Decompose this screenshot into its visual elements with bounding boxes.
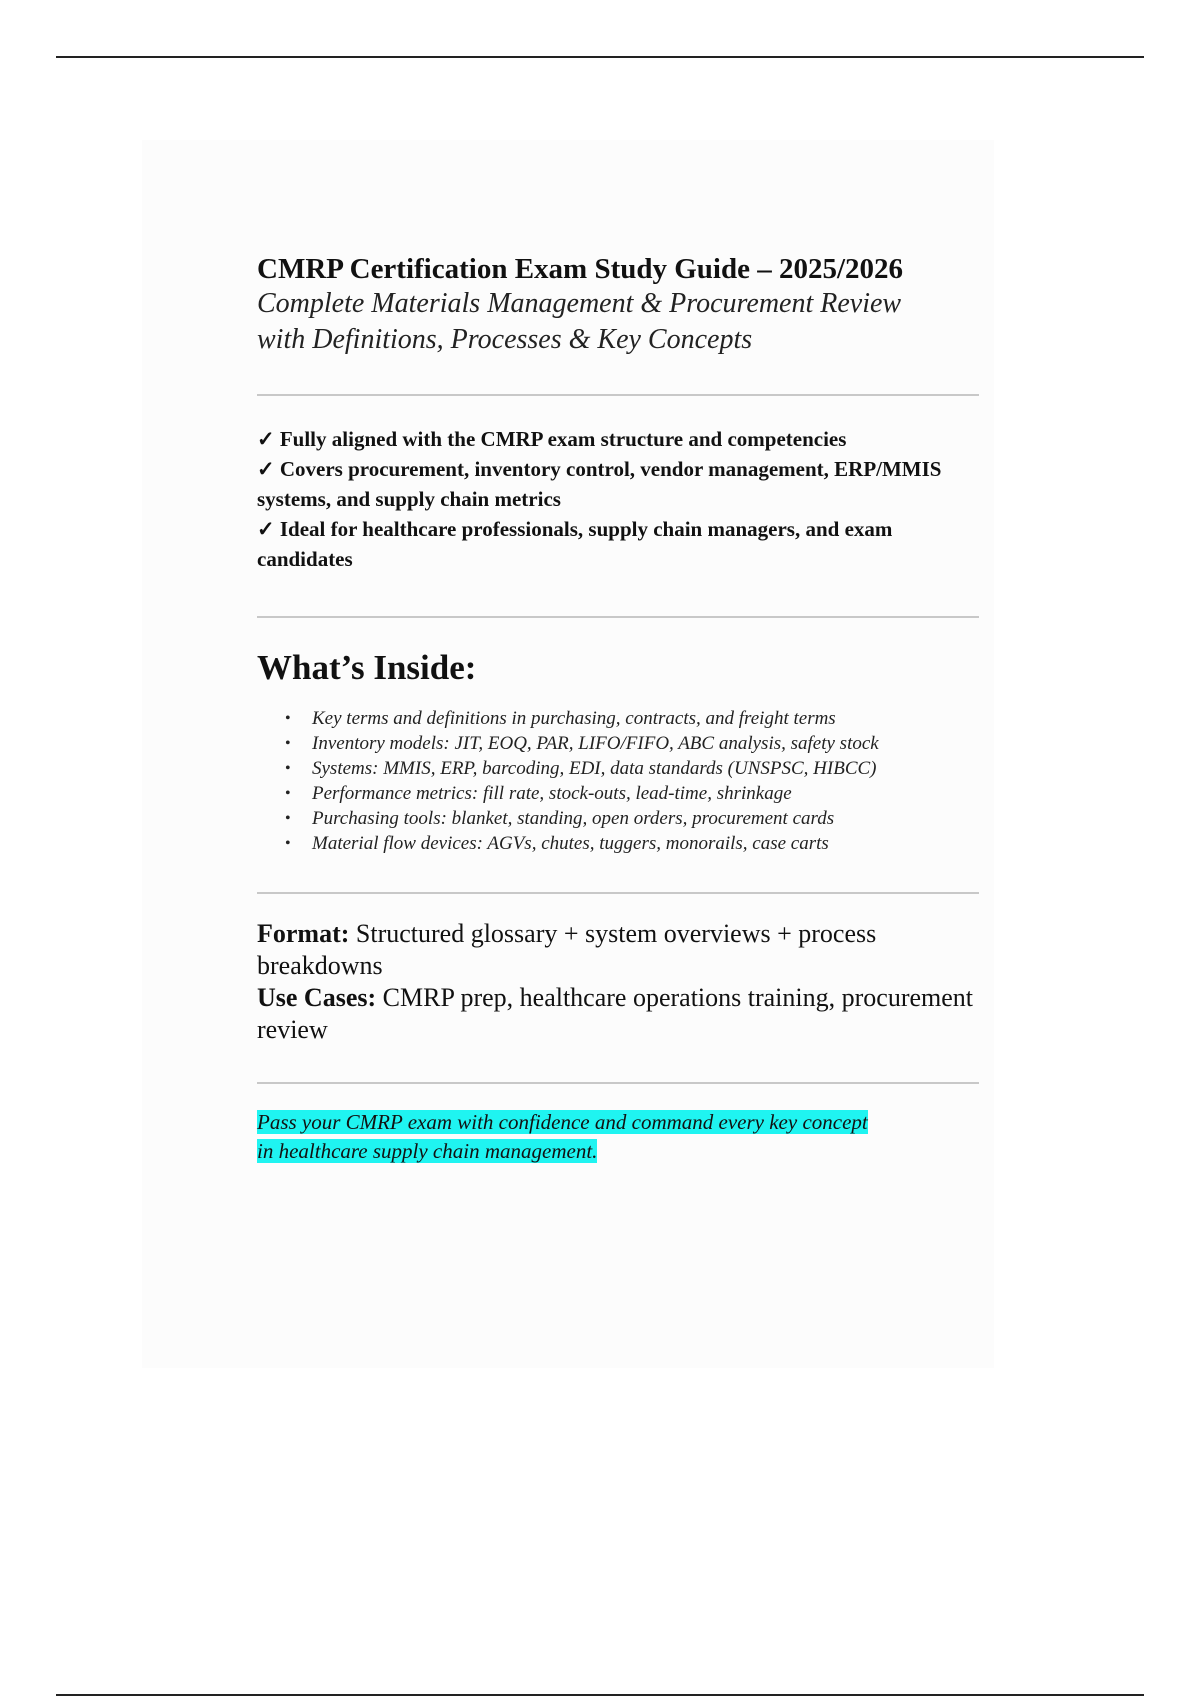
section-divider [257,394,979,396]
document-subtitle-line-2: with Definitions, Processes & Key Concepts [257,324,753,355]
closing-statement [257,1108,979,1166]
bullet-icon: • [285,810,291,827]
use-cases-line [257,982,979,1046]
format-label: Format: [257,919,350,948]
bullet-icon: • [285,835,291,852]
highlighted-text-line-2: in healthcare supply chain management. [257,1139,598,1163]
document-title: CMRP Certification Exam Study Guide – 2025/2026 [257,253,904,285]
list-item-text: Inventory models: JIT, EOQ, PAR, LIFO/FIFO, ABC analysis, safety stock [312,733,879,754]
bullet-icon: • [285,760,291,777]
whats-inside-list [257,706,979,856]
list-item [257,781,979,806]
list-item [257,806,979,831]
document-content [257,252,979,1166]
checklist-item: ✓ Covers procurement, inventory control, vendor management, ERP/MMIS systems, and supply chain metrics [257,457,942,511]
list-item-text: Material flow devices: AGVs, chutes, tuggers, monorails, case carts [312,833,829,854]
whats-inside-heading: What’s Inside: [257,648,477,687]
list-item [257,756,979,781]
list-item [257,831,979,856]
list-item [257,731,979,756]
list-item-text: Performance metrics: fill rate, stock-outs, lead-time, shrinkage [312,783,792,804]
bullet-icon: • [285,785,291,802]
list-item-text: Purchasing tools: blanket, standing, open orders, procurement cards [312,808,835,829]
list-item-text: Systems: MMIS, ERP, barcoding, EDI, data standards (UNSPSC, HIBCC) [312,758,877,779]
use-cases-label: Use Cases: [257,983,377,1012]
format-line [257,918,979,982]
section-divider [257,892,979,894]
page-top-rule [56,56,1144,58]
checklist-item: ✓ Fully aligned with the CMRP exam structure and competencies [257,427,847,451]
section-divider [257,1082,979,1084]
document-subtitle-line-1: Complete Materials Management & Procurement Review [257,288,902,319]
feature-checklist [257,424,979,574]
highlighted-text-line-1: Pass your CMRP exam with confidence and command every key concept [257,1110,868,1134]
list-item-text: Key terms and definitions in purchasing, contracts, and freight terms [312,708,836,729]
use-cases-text: CMRP prep, healthcare operations training, procurement review [257,983,974,1044]
list-item [257,706,979,731]
format-text: Structured glossary + system overviews + process breakdowns [257,919,877,980]
page-bottom-rule [56,1694,1144,1696]
section-divider [257,616,979,618]
bullet-icon: • [285,735,291,752]
bullet-icon: • [285,710,291,727]
checklist-item: ✓ Ideal for healthcare professionals, supply chain managers, and exam candidates [257,517,893,571]
